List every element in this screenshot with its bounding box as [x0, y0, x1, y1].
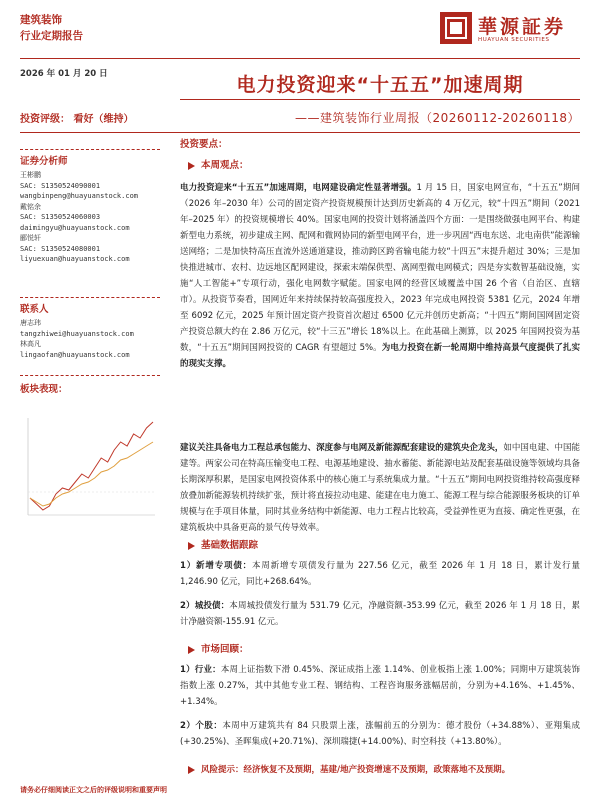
analyst-sac: SAC: S1350524090001: [20, 181, 101, 190]
company-logo-name: 華源証券: [478, 16, 567, 38]
analyst-name: 戴铭余: [20, 202, 41, 211]
sidebar-divider: [20, 149, 160, 150]
title-rule: [180, 99, 580, 100]
paragraph-industry: [180, 662, 580, 710]
analyst-sac: SAC: S1350524080001: [20, 244, 101, 253]
paragraph-recommendation: [180, 440, 580, 536]
paragraph-body: 本周上证指数下滑 0.45%、深证成指上涨 1.14%、创业板指上涨 1.00%；同期申万建筑装饰指数上涨 0.27%，其中其他专业工程、钢结构、工程咨询服务涨幅居前，分别为+4.16%、+1.45%、+1.34%。: [180, 665, 580, 707]
investment-points-label: 投资要点：: [180, 139, 228, 150]
paragraph-lead: 电力投资迎来“十五五”加速周期，电网建设确定性显著增强。: [180, 183, 417, 193]
investment-rating: 投资评级： 看好（维持）: [20, 114, 134, 125]
contact-list: [20, 318, 134, 360]
paragraph-tail: 为电力投资在新一轮周期中维持高景气度提供了扎实的现实支撑。: [180, 343, 580, 369]
category-line-2: 行业定期报告: [20, 30, 83, 42]
paragraph-stocks: [180, 718, 580, 750]
header-rule: [20, 58, 580, 59]
analyst-name: 王彬鹏: [20, 171, 41, 179]
sidebar-divider: [20, 297, 160, 298]
contact-heading: 联系人: [20, 304, 49, 315]
bullet-triangle-icon: [188, 162, 195, 170]
paragraph-lead: 2）个股：: [180, 721, 223, 731]
chart-heading: 板块表现：: [20, 384, 68, 395]
paragraph-lead: 建议关注具备电力工程总承包能力、深度参与电网及新能源配套建设的建筑央企龙头，: [180, 443, 504, 453]
section-heading-market: 市场回顾：: [188, 641, 249, 655]
subtitle-rule: [20, 132, 580, 133]
chart-series-index: [30, 442, 153, 506]
paragraph-chengtou-bonds: [180, 598, 580, 630]
analyst-email[interactable]: liyuexuan@huayuanstock.com: [20, 255, 130, 263]
chart-series-sector: [30, 422, 153, 510]
paragraph-lead: 2）城投债：: [180, 601, 230, 611]
contact-email[interactable]: tangzhiwei@huayuanstock.com: [20, 329, 134, 338]
report-date: 2026 年 01 月 20 日: [20, 69, 108, 79]
report-subtitle: ——建筑装饰行业周报（20260112-20260118）: [295, 111, 580, 125]
paragraph-body: 本周城投债发行量为 531.79 亿元，净融资额-353.99 亿元，截至 2026 年 1 月 18 日，累计净融资额-155.91 亿元。: [180, 601, 580, 627]
section-heading-views: 本周观点：: [188, 157, 249, 171]
paragraph-lead: 1）新增专项债：: [180, 561, 252, 571]
sector-performance-chart: [20, 410, 160, 525]
company-logo-icon: [440, 12, 472, 44]
bullet-triangle-icon: [188, 646, 195, 654]
paragraph-lead: 1）行业：: [180, 665, 221, 675]
paragraph-body: 如中国电建、中国能建等。两家公司在特高压输变电工程、电源基地建设、抽水蓄能、新能源电站及配套基础设施等领域均具备长期深厚积累，是国家电网投资体系中的核心施工与系统集成力量。“十五五”期间电网投资维持较高强度释放叠加新能源装机持续扩张，预计将直接拉动电建、能建在电力施工、能源工程与综合能源服务板块的订单规模与在手项目体量，同时其业务结构中新能源、电力工程占比较高，受益弹性更为直接、确定性更强，在建筑板块中具备更高的景气传导效率。: [180, 443, 580, 533]
report-title: 电力投资迎来“十五五”加速周期: [236, 74, 524, 96]
paragraph-power-investment: [180, 180, 580, 372]
risk-warning: 风险提示：经济恢复不及预期，基建/地产投资增速不及预期，政策落地不及预期。: [188, 763, 510, 775]
paragraph-body: 1 月 15 日，国家电网宣布，“十五五”期间（2026 年–2030 年）公司的固定资产投资规模预计达到历史新高的 4 万亿元，较“十四五”期间（2021 年–2025 年）的投资规模增长 40%。国家电网的投资计划将涵盖四个方面：一是围绕做强电网平台、构建新型电力系统，初步建成主网、配网和微网协同的新型电网平台，进一步巩固“西电东送、北电南供”能源输送网络；二是加快特高压直流外送通道建设，推动跨区跨省输电能力较“十四五”末提升超过 30%；三是加快推进城市、农村、边远地区配网建设，探索末端保供型、离网型微电网模式；四是夯实数智基础设施，实施“人工智能+”专项行动，强化电网数字赋能。国家电网的经营区域覆盖中国 26 个省（自治区、直辖市）。从投资节奏看，国网近年来持续保持较高强度投入，2023 年完成电网投资 5381 亿元，2024 年增至 6092 亿元，2025 年预计固定资产投资首次超过 6500 亿元并创历史新高；“十四五”期间国网固定资产投资总额大约在 2.86 万亿元，较“十三五”增长 18%以上。在此基础上测算，以 2025 年国网投资为基数，“十五五”期间国网投资的 CAGR 有望超过 5%。: [180, 183, 580, 353]
paragraph-body: 本周新增专项债发行量为 227.56 亿元，截至 2026 年 1 月 18 日，累计发行量 1,246.90 亿元，同比+268.64%。: [180, 561, 581, 587]
paragraph-special-bonds: [180, 558, 580, 590]
bullet-triangle-icon: [188, 766, 195, 774]
category-line-1: 建筑装饰: [20, 14, 62, 26]
report-category: [20, 12, 83, 44]
analyst-list: [20, 170, 138, 265]
company-logo-subtitle: HUAYUAN SECURITIES: [478, 37, 550, 43]
analyst-name: 郦悦轩: [20, 234, 41, 242]
contact-email[interactable]: lingaofan@huayuanstock.com: [20, 350, 130, 359]
contact-name: 唐志玮: [20, 319, 41, 327]
sidebar-divider: [20, 375, 160, 376]
paragraph-body: 本周申万建筑共有 84 只股票上涨，涨幅前五的分别为：德才股份（+34.88%）、亚翔集成(+30.25%)、圣晖集成(+20.71%)、深圳瑞捷(+14.00%)、时空科技（+13.80%）。: [180, 721, 580, 747]
analyst-heading: 证券分析师: [20, 156, 68, 167]
section-heading-data: 基础数据跟踪: [188, 537, 258, 551]
analyst-email[interactable]: wangbinpeng@huayuanstock.com: [20, 192, 139, 200]
bullet-triangle-icon: [188, 542, 195, 550]
contact-name: 林高凡: [20, 340, 41, 348]
footer-disclaimer: 请务必仔细阅读正文之后的评级说明和重要声明: [20, 786, 167, 794]
analyst-sac: SAC: S1350524060003: [20, 213, 101, 221]
analyst-email[interactable]: daimingyu@huayuanstock.com: [20, 223, 130, 232]
